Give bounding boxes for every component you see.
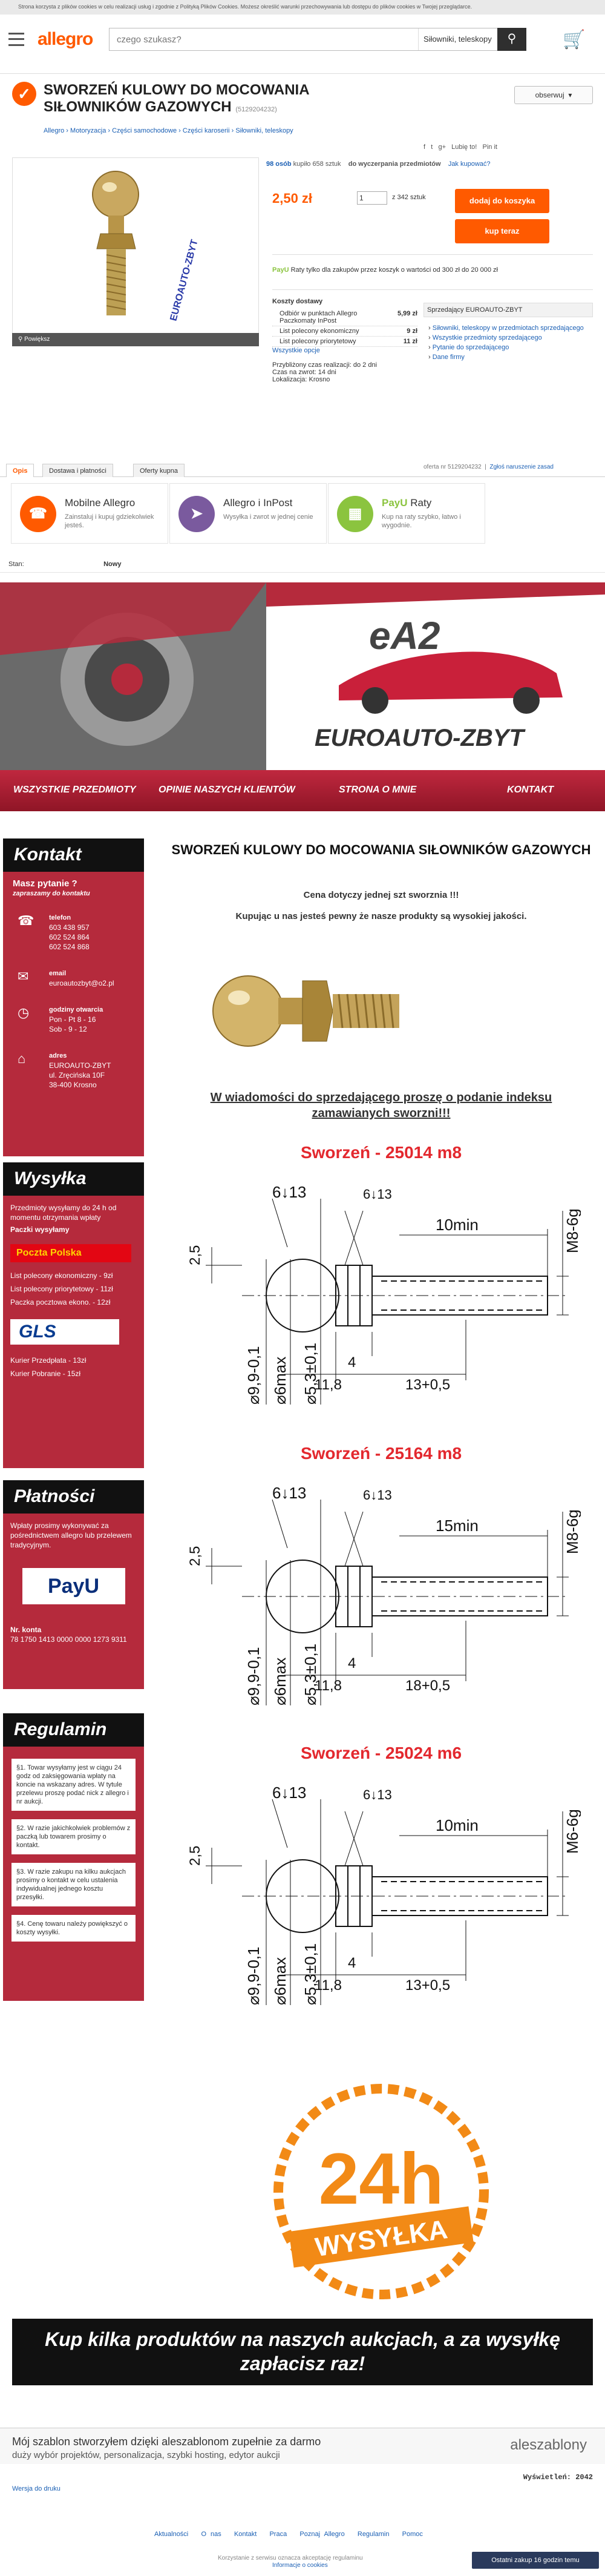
tab-description[interactable]: Opis bbox=[6, 464, 34, 477]
watermark: EUROAUTO-ZBYT bbox=[168, 238, 200, 323]
feature-inpost[interactable]: ➤ Allegro i InPost Wysyłka i zwrot w jednej cenie bbox=[169, 483, 327, 544]
rules-panel bbox=[3, 1747, 144, 2001]
how-to-buy-link[interactable]: Jak kupować? bbox=[448, 160, 491, 168]
page-title: SWORZEŃ KULOWY DO MOCOWANIA SIŁOWNIKÓW GAZOWYCH (5129204232) bbox=[44, 82, 309, 115]
rules-heading: Regulamin bbox=[3, 1713, 144, 1747]
dimension-label: ⌀5,3±0,1 bbox=[301, 1943, 319, 2005]
footer-link[interactable]: Aktualności bbox=[154, 2531, 189, 2538]
drawing-heading: Sworzeń - 25164 m8 bbox=[300, 1444, 462, 1463]
contact-heading: Kontakt bbox=[3, 838, 144, 872]
technical-drawing bbox=[182, 1475, 581, 1719]
dimension-label: 6↓13 bbox=[272, 1484, 307, 1502]
breadcrumb-item[interactable]: Motoryzacja bbox=[70, 127, 106, 134]
dimension-label: 6↓13 bbox=[363, 1187, 392, 1202]
technical-drawing bbox=[182, 1775, 581, 2019]
search-category-select[interactable]: Siłowniki, teleskopy bbox=[418, 28, 500, 50]
dimension-label: 2,5 bbox=[187, 1245, 203, 1265]
report-link[interactable]: Zgłoś naruszenie zasad bbox=[489, 464, 554, 470]
footer-link[interactable]: O nas bbox=[201, 2531, 221, 2538]
zoom-button[interactable]: ⚲ Powiększ bbox=[12, 333, 259, 346]
phone-icon: ☎ bbox=[18, 913, 34, 928]
last-purchase-badge: Ostatni zakup 16 godzin temu bbox=[472, 2552, 599, 2569]
description-title: SWORZEŃ KULOWY DO MOCOWANIA SIŁOWNIKÓW GAZOWYCH bbox=[171, 842, 591, 857]
cookie-info-link[interactable]: Informacje o cookies bbox=[272, 2562, 328, 2569]
brand-text: EUROAUTO-ZBYT bbox=[315, 725, 524, 751]
breadcrumb-item[interactable]: Części karoserii bbox=[182, 127, 230, 134]
dimension-label: 11,8 bbox=[315, 1678, 342, 1694]
dimension-label: 4 bbox=[348, 1955, 356, 1971]
seller-box: Sprzedający EUROAUTO-ZBYT › Siłowniki, teleskopy w przedmiotach sprzedającego › Wszystkie przedmioty sprzedającego › Pytanie do sprzedającego › Dane firmy bbox=[424, 303, 593, 406]
seller-link[interactable]: Wszystkie przedmioty sprzedającego bbox=[432, 334, 542, 341]
dimension-label: 2,5 bbox=[187, 1546, 203, 1566]
dimension-label: 18+0,5 bbox=[405, 1678, 451, 1694]
print-link[interactable]: Wersja do druku bbox=[12, 2485, 60, 2492]
drawing-svg bbox=[182, 1475, 581, 1718]
dimension-label: 6↓13 bbox=[363, 1487, 392, 1503]
drawing-heading: Sworzeń - 25014 m8 bbox=[300, 1143, 462, 1162]
home-icon: ⌂ bbox=[18, 1051, 26, 1066]
email-icon: ✉ bbox=[18, 969, 29, 984]
aleszablony-logo: aleszablony bbox=[510, 2437, 587, 2453]
gls-logo: GLS bbox=[10, 1319, 119, 1345]
menu-icon[interactable] bbox=[8, 33, 24, 46]
offer-number: oferta nr 5129204232 | Zgłoś naruszenie zasad bbox=[424, 464, 554, 470]
nav-all-items[interactable]: WSZYSTKIE PRZEDMIOTY bbox=[13, 785, 136, 795]
poczta-polska-logo: Poczta Polska bbox=[10, 1244, 131, 1262]
aleszablony-banner[interactable]: Mój szablon stworzyłem dzięki aleszablonom zupełnie za darmo duży wybór projektów, personalizacja, szybki hosting, edytor aukcji aleszablony bbox=[0, 2428, 605, 2464]
breadcrumb-item[interactable]: Allegro bbox=[44, 127, 65, 134]
offer-id: (5129204232) bbox=[235, 106, 277, 113]
contact-panel: Masz pytanie ? zapraszamy do kontaktu ☎ telefon 603 438 957 602 524 864 602 524 868 ✉ email euroautozbyt@o2.pl ◷ godziny otwarcia Pon - Pt 8 - 16 Sob - 9 - 12 ⌂ adres EUROAUTO-ZBYT ul. Zręcińska 10F 38-400 Krosno bbox=[3, 872, 144, 1156]
phone-icon: ☎ bbox=[20, 496, 56, 532]
installments-note: PayU Raty tylko dla zakupów przez koszyk o wartości od 300 zł do 20 000 zł bbox=[272, 266, 498, 274]
quantity-available: z 342 sztuk bbox=[392, 194, 426, 201]
rule-item: §1. Towar wysyłamy jest w ciągu 24 godz od zaksięgowania wpłaty na koncie na wskazany adres. W tytule przelewu proszę podać nick z allegro i nr aukcji. bbox=[11, 1759, 136, 1811]
index-note: W wiadomości do sprzedającego proszę o podanie indeksu zamawianych sworzni!!! bbox=[210, 1091, 552, 1120]
dimension-label: 15min bbox=[436, 1517, 479, 1535]
dimension-label: ⌀6max bbox=[271, 1957, 289, 2005]
dimension-label: ⌀5,3±0,1 bbox=[301, 1342, 319, 1405]
breadcrumb: Allegro › Motoryzacja › Części samochodowe › Części karoserii › Siłowniki, teleskopy bbox=[44, 127, 293, 134]
footer-link[interactable]: Praca bbox=[269, 2531, 287, 2538]
svg-text:24h: 24h bbox=[318, 2138, 444, 2219]
buy-now-button[interactable]: kup teraz bbox=[455, 219, 549, 243]
price-note: Cena dotyczy jednej szt sworznia !!! bbox=[303, 890, 459, 900]
divider bbox=[272, 289, 593, 290]
feature-mobile[interactable]: ☎ Mobilne Allegro Zainstaluj i kupuj gdziekolwiek jesteś. bbox=[11, 483, 168, 544]
nav-about[interactable]: STRONA O MNIE bbox=[339, 785, 417, 795]
nav-contact[interactable]: KONTAKT bbox=[507, 785, 554, 795]
rule-item: §4. Cenę towaru należy powiększyć o koszty wysyłki. bbox=[11, 1915, 136, 1942]
seller-link[interactable]: Siłowniki, teleskopy w przedmiotach sprzedającego bbox=[432, 324, 584, 332]
seller-link[interactable]: Dane firmy bbox=[432, 354, 465, 361]
footer-link[interactable]: Poznaj Allegro bbox=[299, 2531, 345, 2538]
breadcrumb-item[interactable]: Siłowniki, teleskopy bbox=[235, 127, 293, 134]
dimension-label: ⌀5,3±0,1 bbox=[301, 1643, 319, 1705]
dimension-label: M8-6g bbox=[563, 1208, 581, 1253]
product-photo-large bbox=[206, 950, 405, 1072]
arrow-icon: ➤ bbox=[178, 496, 215, 532]
dimension-label: 10min bbox=[436, 1216, 479, 1234]
payment-heading: Płatności bbox=[3, 1480, 144, 1514]
footer-note: Korzystanie z serwisu oznacza akceptację regulaminu bbox=[218, 2555, 363, 2561]
add-to-cart-button[interactable]: dodaj do koszyka bbox=[455, 189, 549, 213]
rule-item: §2. W razie jakichkolwiek problemów z paczką lub towarem prosimy o kontakt. bbox=[11, 1819, 136, 1854]
tab-offers[interactable]: Oferty kupna bbox=[133, 464, 185, 477]
purchase-stats: 98 osób kupiło 658 sztuk do wyczerpania przedmiotów Jak kupować? bbox=[266, 160, 491, 168]
dimension-label: 13+0,5 bbox=[405, 1377, 451, 1393]
clock-icon: ◷ bbox=[18, 1005, 30, 1020]
store-nav bbox=[0, 770, 605, 811]
checkmark-icon: ✓ bbox=[12, 82, 36, 106]
basket-icon[interactable]: 🛒 bbox=[563, 30, 586, 50]
shipping-costs: Koszty dostawy Odbiór w punktach Allegro Paczkomaty InPost 5,99 zł List polecony ekonomiczny 9 zł List polecony priorytetowy 11 zł Wszystkie opcje Przybliżony czas realizacji: do 2 dni Czas na zwrot: 14 dni Lokalizacja: Krosno bbox=[272, 298, 417, 383]
allegro-logo[interactable]: allegro bbox=[38, 29, 93, 49]
search-input[interactable] bbox=[110, 28, 412, 50]
drawing-heading: Sworzeń - 25024 m6 bbox=[300, 1744, 462, 1762]
dimension-label: 2,5 bbox=[187, 1845, 203, 1866]
condition-row: Stan: Nowy bbox=[0, 556, 605, 573]
dimension-label: 13+0,5 bbox=[405, 1977, 451, 1994]
rule-item: §3. W razie zakupu na kilku aukcjach prosimy o kontakt w celu ustalenia indywidualnej jednego kosztu przesyłki. bbox=[11, 1863, 136, 1906]
divider bbox=[272, 254, 593, 255]
payu-logo: PayU bbox=[22, 1568, 125, 1604]
footer-link[interactable]: Regulamin bbox=[357, 2531, 390, 2538]
dimension-label: 11,8 bbox=[315, 1377, 342, 1393]
shipping-panel: Przedmioty wysyłamy do 24 h od momentu otrzymania wpłaty Paczki wysyłamy Poczta Polska List polecony ekonomiczny - 9zł List polecony priorytetowy - 11zł Paczka pocztowa ekono. - 12zł GLS Kurier Przedpłata - 13zł Kurier Pobranie - 15zł bbox=[3, 1196, 144, 1468]
calculator-icon: ▦ bbox=[337, 496, 373, 532]
dimension-label: 10min bbox=[436, 1816, 479, 1834]
dimension-label: 6↓13 bbox=[363, 1787, 392, 1802]
promo-banner: Kup kilka produktów na naszych aukcjach, a za wysyłkę zapłacisz raz! bbox=[12, 2319, 593, 2385]
dimension-label: 6↓13 bbox=[272, 1183, 307, 1201]
store-banner bbox=[0, 582, 605, 770]
search-bar bbox=[109, 28, 526, 51]
dimension-label: M8-6g bbox=[563, 1509, 581, 1554]
dimension-label: 4 bbox=[348, 1354, 356, 1371]
seller-name: Sprzedający EUROAUTO-ZBYT bbox=[424, 303, 593, 317]
features-row bbox=[11, 483, 592, 547]
drawing-svg bbox=[182, 1775, 581, 2017]
footer bbox=[0, 2531, 605, 2576]
shipping-24h-badge bbox=[254, 2083, 508, 2301]
magnifier-icon: ⚲ bbox=[507, 32, 517, 45]
technical-drawing bbox=[182, 1174, 581, 1418]
dimension-label: ⌀6max bbox=[271, 1657, 289, 1705]
payment-panel: Wpłaty prosimy wykonywać za pośrednictwem allegro lub przelewem tradycyjnym. PayU Nr. konta 78 1750 1413 0000 0000 1273 9311 bbox=[3, 1514, 144, 1689]
footer-link[interactable]: Pomoc bbox=[402, 2531, 423, 2538]
dimension-label: 11,8 bbox=[315, 1977, 342, 1994]
price: 2,50 zł bbox=[272, 191, 313, 206]
tab-delivery[interactable]: Dostawa i płatności bbox=[42, 464, 113, 477]
quality-note: Kupując u nas jesteś pewny że nasze produkty są wysokiej jakości. bbox=[235, 911, 527, 921]
quantity-input[interactable]: 1 bbox=[357, 191, 387, 205]
view-counter: Wyświetleń: 2042 bbox=[523, 2473, 593, 2482]
dimension-label: M6-6g bbox=[563, 1809, 581, 1854]
nav-reviews[interactable]: OPINIE NASZYCH KLIENTÓW bbox=[159, 785, 295, 795]
dimension-label: ⌀9,9-0,1 bbox=[244, 1647, 263, 1705]
breadcrumb-item[interactable]: Części samochodowe bbox=[112, 127, 177, 134]
product-photo bbox=[13, 158, 258, 334]
search-button[interactable] bbox=[497, 28, 526, 51]
cookie-bar: Strona korzysta z plików cookies w celu realizacji usług i zgodnie z Polityką Plików Cookies. Możesz określić warunki przechowywania lub dostępu do plików cookies w Twojej przeglądarce. bbox=[0, 0, 605, 15]
product-gallery[interactable] bbox=[12, 157, 259, 346]
observe-button[interactable]: obserwuj ▾ bbox=[514, 86, 593, 104]
shipping-heading: Wysyłka bbox=[3, 1162, 144, 1196]
drawing-svg bbox=[182, 1174, 581, 1417]
footer-links bbox=[154, 2531, 423, 2538]
dimension-label: ⌀9,9-0,1 bbox=[244, 1346, 263, 1405]
share-buttons[interactable]: f t g+ Lubię to! Pin it bbox=[424, 143, 497, 151]
all-shipping-options-link[interactable]: Wszystkie opcje bbox=[272, 347, 320, 354]
feature-installments[interactable]: ▦ PayU Raty Kup na raty szybko, łatwo i wygodnie. bbox=[328, 483, 485, 544]
dimension-label: ⌀6max bbox=[271, 1356, 289, 1405]
dimension-label: 6↓13 bbox=[272, 1784, 307, 1802]
dimension-label: 4 bbox=[348, 1655, 356, 1672]
brand-logo: eA2 bbox=[369, 614, 440, 657]
dimension-label: ⌀9,9-0,1 bbox=[244, 1946, 263, 2005]
svg-text:WYSYŁKA: WYSYŁKA bbox=[313, 2214, 450, 2263]
seller-link[interactable]: Pytanie do sprzedającego bbox=[432, 344, 509, 351]
footer-link[interactable]: Kontakt bbox=[234, 2531, 257, 2538]
